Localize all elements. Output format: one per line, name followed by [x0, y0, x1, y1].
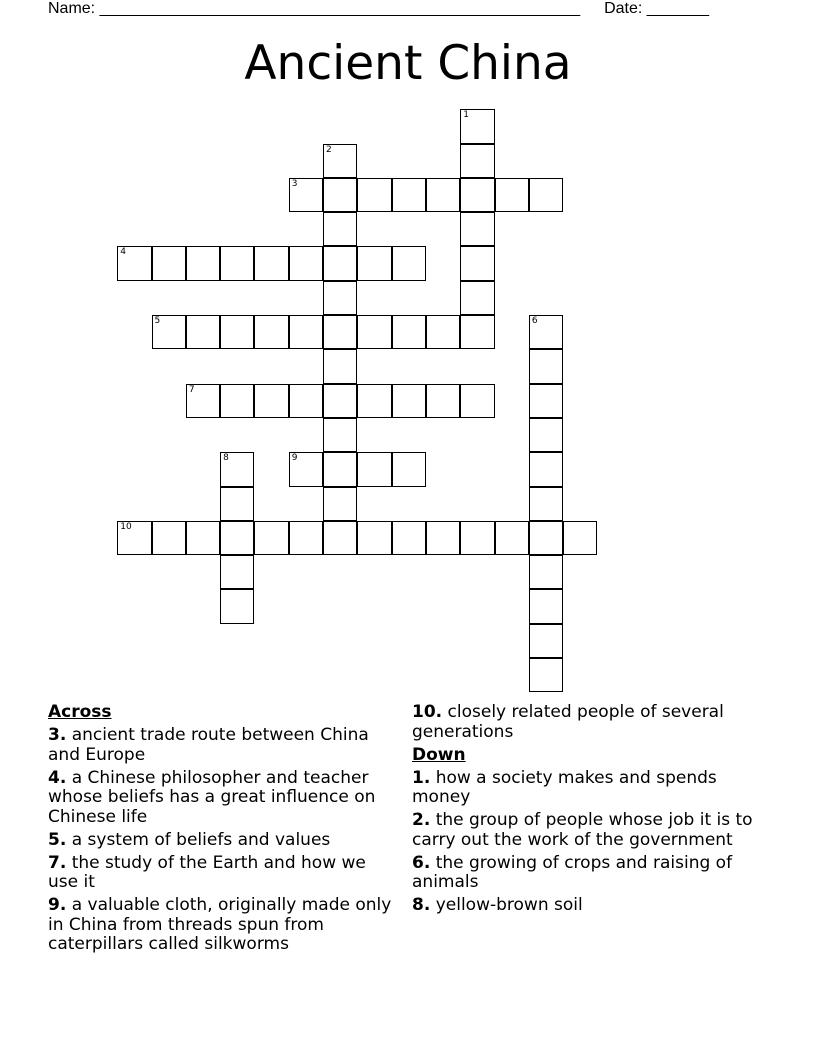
grid-cell[interactable]: [392, 315, 426, 349]
cell-number: 9: [291, 453, 298, 464]
grid-cell[interactable]: [254, 384, 288, 418]
grid-cell[interactable]: [460, 384, 494, 418]
grid-cell[interactable]: [289, 452, 323, 486]
grid-cell[interactable]: [392, 178, 426, 212]
grid-cell[interactable]: [495, 521, 529, 555]
clue-text: the growing of crops and raising of animals: [412, 852, 733, 892]
clue-text: a system of beliefs and values: [71, 829, 331, 850]
clue-down-6: [412, 854, 762, 893]
grid-cell[interactable]: [392, 246, 426, 280]
grid-cell[interactable]: [529, 452, 563, 486]
cell-number: 10: [120, 521, 132, 532]
grid-cell[interactable]: [323, 452, 357, 486]
grid-cell[interactable]: [460, 315, 494, 349]
grid-cell[interactable]: [323, 246, 357, 280]
grid-cell[interactable]: [323, 178, 357, 212]
grid-cell[interactable]: [323, 315, 357, 349]
clue-number: 5.: [48, 829, 67, 850]
grid-cell[interactable]: [220, 384, 254, 418]
grid-cell[interactable]: [323, 349, 357, 383]
grid-cell[interactable]: [254, 521, 288, 555]
grid-cell[interactable]: [529, 555, 563, 589]
grid-cell[interactable]: [220, 487, 254, 521]
grid-cell[interactable]: [529, 589, 563, 623]
cell-number: 2: [326, 144, 332, 155]
grid-cell[interactable]: [392, 384, 426, 418]
grid-cell[interactable]: [220, 521, 254, 555]
grid-cell[interactable]: [323, 487, 357, 521]
grid-cell[interactable]: [426, 521, 460, 555]
grid-cell[interactable]: [460, 521, 494, 555]
grid-cell[interactable]: [357, 246, 391, 280]
grid-cell[interactable]: [152, 315, 186, 349]
clue-across-9: [48, 896, 398, 955]
clue-number: 6.: [412, 852, 431, 873]
clue-number: 7.: [48, 852, 67, 873]
clue-number: 4.: [48, 767, 67, 788]
grid-cell[interactable]: [426, 178, 460, 212]
grid-cell[interactable]: [186, 384, 220, 418]
grid-cell[interactable]: [323, 144, 357, 178]
clues-right-column: [412, 703, 762, 919]
grid-cell[interactable]: [460, 212, 494, 246]
grid-cell[interactable]: [392, 452, 426, 486]
clue-across-7: [48, 854, 398, 893]
grid-cell[interactable]: [289, 315, 323, 349]
across-heading: Across: [48, 702, 112, 722]
cell-number: 4: [120, 247, 126, 258]
grid-cell[interactable]: [220, 555, 254, 589]
clue-number: 3.: [48, 725, 67, 745]
clue-number: 8.: [412, 895, 431, 915]
clue-text: closely related people of several generations: [412, 702, 724, 742]
grid-cell[interactable]: [152, 246, 186, 280]
grid-cell[interactable]: [529, 349, 563, 383]
clue-across-5: [48, 831, 398, 851]
grid-cell[interactable]: [426, 315, 460, 349]
grid-cell[interactable]: [220, 452, 254, 486]
grid-cell[interactable]: [254, 315, 288, 349]
clue-number: 2.: [412, 810, 431, 830]
grid-cell[interactable]: [529, 487, 563, 521]
grid-cell[interactable]: [460, 144, 494, 178]
grid-cell[interactable]: [529, 315, 563, 349]
grid-cell[interactable]: [529, 624, 563, 658]
grid-cell[interactable]: [186, 315, 220, 349]
grid-cell[interactable]: [529, 178, 563, 212]
grid-cell[interactable]: [460, 246, 494, 280]
grid-cell[interactable]: [460, 281, 494, 315]
grid-cell[interactable]: [323, 521, 357, 555]
grid-cell[interactable]: [289, 246, 323, 280]
clue-across-10: [412, 703, 762, 742]
grid-cell[interactable]: [323, 281, 357, 315]
grid-cell[interactable]: [563, 521, 597, 555]
grid-cell[interactable]: [426, 384, 460, 418]
grid-cell[interactable]: [357, 521, 391, 555]
clue-down-2: [412, 811, 762, 850]
down-heading: Down: [412, 744, 466, 765]
grid-cell[interactable]: [220, 315, 254, 349]
clue-text: the group of people whose job it is to carry out the work of the government: [412, 810, 753, 850]
grid-cell[interactable]: [289, 384, 323, 418]
grid-cell[interactable]: [529, 658, 563, 692]
clue-text: yellow-brown soil: [435, 895, 583, 915]
cell-number: 7: [188, 384, 195, 395]
grid-cell[interactable]: [392, 521, 426, 555]
grid-cell[interactable]: [289, 178, 323, 212]
clue-text: a Chinese philosopher and teacher whose beliefs has a great influence on Chinese life: [48, 767, 376, 827]
grid-cell[interactable]: [186, 521, 220, 555]
grid-cell[interactable]: [289, 521, 323, 555]
clue-number: 9.: [48, 895, 67, 915]
grid-cell[interactable]: [152, 521, 186, 555]
grid-cell[interactable]: [220, 246, 254, 280]
grid-cell[interactable]: [323, 418, 357, 452]
grid-cell[interactable]: [460, 109, 494, 143]
grid-cell[interactable]: [323, 212, 357, 246]
clue-down-8: [412, 896, 762, 916]
grid-cell[interactable]: [495, 178, 529, 212]
clue-text: ancient trade route between China and Europe: [48, 725, 369, 765]
cell-number: 5: [154, 316, 161, 327]
grid-cell[interactable]: [529, 384, 563, 418]
clue-across-4: [48, 769, 398, 828]
grid-cell[interactable]: [357, 315, 391, 349]
cell-number: 3: [291, 178, 298, 189]
grid-cell[interactable]: [117, 521, 151, 555]
clue-down-1: [412, 769, 762, 808]
cell-number: 1: [463, 110, 469, 121]
clue-text: how a society makes and spends money: [412, 767, 717, 807]
grid-cell[interactable]: [357, 178, 391, 212]
grid-cell[interactable]: [117, 246, 151, 280]
clue-text: the study of the Earth and how we use it: [48, 852, 366, 892]
grid-cell[interactable]: [323, 384, 357, 418]
clue-number: 10.: [412, 702, 443, 722]
grid-cell[interactable]: [529, 521, 563, 555]
grid-cell[interactable]: [220, 589, 254, 623]
grid-cell[interactable]: [254, 246, 288, 280]
cell-number: 6: [531, 316, 538, 327]
clue-text: a valuable cloth, originally made only in China from threads spun from caterpillars called silkworms: [48, 895, 392, 954]
clue-number: 1.: [412, 767, 431, 788]
cell-number: 8: [223, 453, 229, 464]
name-field-label: Name: ______________________________________________________: [48, 0, 581, 17]
grid-cell[interactable]: [357, 384, 391, 418]
grid-cell[interactable]: [357, 452, 391, 486]
clue-across-3: [48, 726, 398, 765]
grid-cell[interactable]: [529, 418, 563, 452]
grid-cell[interactable]: [186, 246, 220, 280]
clues-left-column: [48, 703, 398, 958]
grid-cell[interactable]: [460, 178, 494, 212]
date-field-label: Date: _______: [604, 0, 710, 17]
page-title: Ancient China: [244, 36, 572, 91]
